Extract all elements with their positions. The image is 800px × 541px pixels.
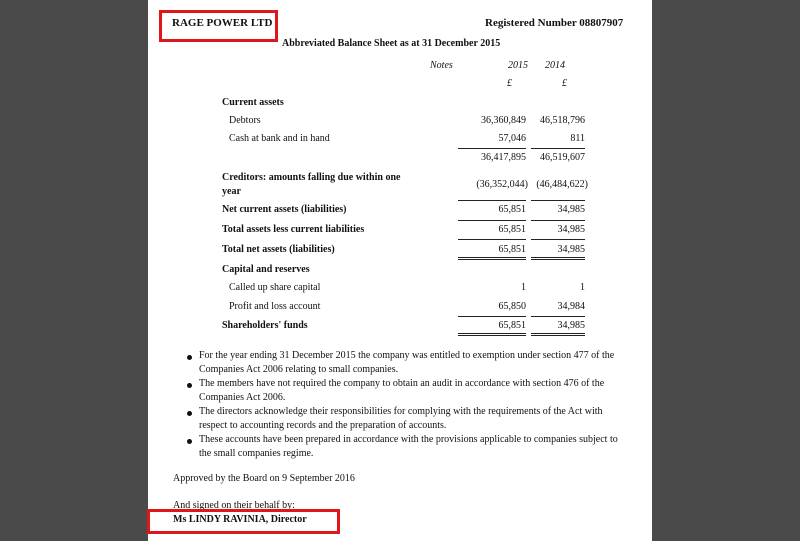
bullet-dot (187, 355, 192, 360)
total-less-rule-2014 (531, 220, 585, 221)
debtors-2015: 36,360,849 (481, 115, 526, 126)
pl-2015: 65,850 (498, 301, 526, 312)
share-capital-2015: 1 (521, 282, 526, 293)
total-net-2014: 34,985 (557, 244, 585, 255)
total-net-double-rule-2015 (458, 257, 526, 260)
total-less-2014: 34,985 (557, 224, 585, 235)
shareholders-label: Shareholders' funds (222, 320, 308, 331)
debtors-label: Debtors (229, 115, 261, 126)
col-2014-header: 2014 (545, 60, 565, 71)
bullet-text-3: The directors acknowledge their responsibilities for complying with the requirements of the Act with respect to accounting records and the preparation of accounts. (199, 406, 603, 431)
pl-2014: 34,984 (557, 301, 585, 312)
total-net-label: Total net assets (liabilities) (222, 244, 335, 255)
creditors-2014: (46,484,622) (536, 179, 588, 190)
creditors-2015: (36,352,044) (476, 179, 528, 190)
document-page (148, 0, 652, 541)
capital-heading: Capital and reserves (222, 264, 310, 275)
signed-text: And signed on their behalf by: (173, 500, 295, 511)
creditors-label-line2: year (222, 186, 241, 197)
bullet-text-4: These accounts have been prepared in accordance with the provisions applicable to companies subject to the small companies regime. (199, 434, 618, 459)
total-less-label: Total assets less current liabilities (222, 224, 365, 235)
net-current-2015: 65,851 (498, 204, 526, 215)
shareholders-double-rule-2014 (531, 333, 585, 336)
current-assets-heading: Current assets (222, 97, 284, 108)
bullet-dot (187, 439, 192, 444)
company-highlight-box (159, 10, 278, 42)
subtotal-2015: 36,417,895 (481, 152, 526, 163)
col-2015-header: 2015 (508, 60, 528, 71)
bullet-text-2: The members have not required the company to obtain an audit in accordance with section 476 of the Companies Act 2006. (199, 378, 605, 403)
bullet-dot (187, 411, 192, 416)
total-net-2015: 65,851 (498, 244, 526, 255)
total-less-rule-2015 (458, 220, 526, 221)
total-net-double-rule-2014 (531, 257, 585, 260)
sheet-title: Abbreviated Balance Sheet as at 31 December 2015 (282, 38, 501, 49)
net-current-label: Net current assets (liabilities) (222, 204, 347, 215)
shareholders-2014: 34,985 (557, 320, 585, 331)
bullet-dot (187, 383, 192, 388)
subtotal-rule-2014 (531, 148, 585, 149)
net-current-rule-2015 (458, 200, 526, 201)
shareholders-double-rule-2015 (458, 333, 526, 336)
cash-2014: 811 (570, 133, 585, 144)
creditors-label-line1: Creditors: amounts falling due within one (222, 172, 401, 183)
shareholders-2015: 65,851 (498, 320, 526, 331)
company-name: RAGE POWER LTD (172, 17, 273, 29)
net-current-2014: 34,985 (557, 204, 585, 215)
bullet-text-1: For the year ending 31 December 2015 the company was entitled to exemption under section 477 of the Companies Act 2006 relating to small companies. (199, 350, 615, 375)
total-net-rule-2015 (458, 239, 526, 240)
debtors-2014: 46,518,796 (540, 115, 585, 126)
pl-label: Profit and loss account (229, 301, 321, 312)
shareholders-rule-2015 (458, 316, 526, 317)
subtotal-rule-2015 (458, 148, 526, 149)
cash-2015: 57,046 (498, 133, 526, 144)
net-current-rule-2014 (531, 200, 585, 201)
col-2014-unit: £ (562, 78, 567, 89)
registered-number: Registered Number 08807907 (485, 17, 624, 29)
director-highlight-box (147, 509, 340, 534)
notes-header: Notes (430, 60, 453, 71)
cash-label: Cash at bank and in hand (229, 133, 330, 144)
total-net-rule-2014 (531, 239, 585, 240)
col-2015-unit: £ (507, 78, 512, 89)
total-less-2015: 65,851 (498, 224, 526, 235)
shareholders-rule-2014 (531, 316, 585, 317)
approved-text: Approved by the Board on 9 September 2016 (173, 473, 355, 484)
share-capital-label: Called up share capital (229, 282, 321, 293)
director-name: Ms LINDY RAVINIA, Director (173, 514, 307, 525)
subtotal-2014: 46,519,607 (540, 152, 585, 163)
share-capital-2014: 1 (580, 282, 585, 293)
